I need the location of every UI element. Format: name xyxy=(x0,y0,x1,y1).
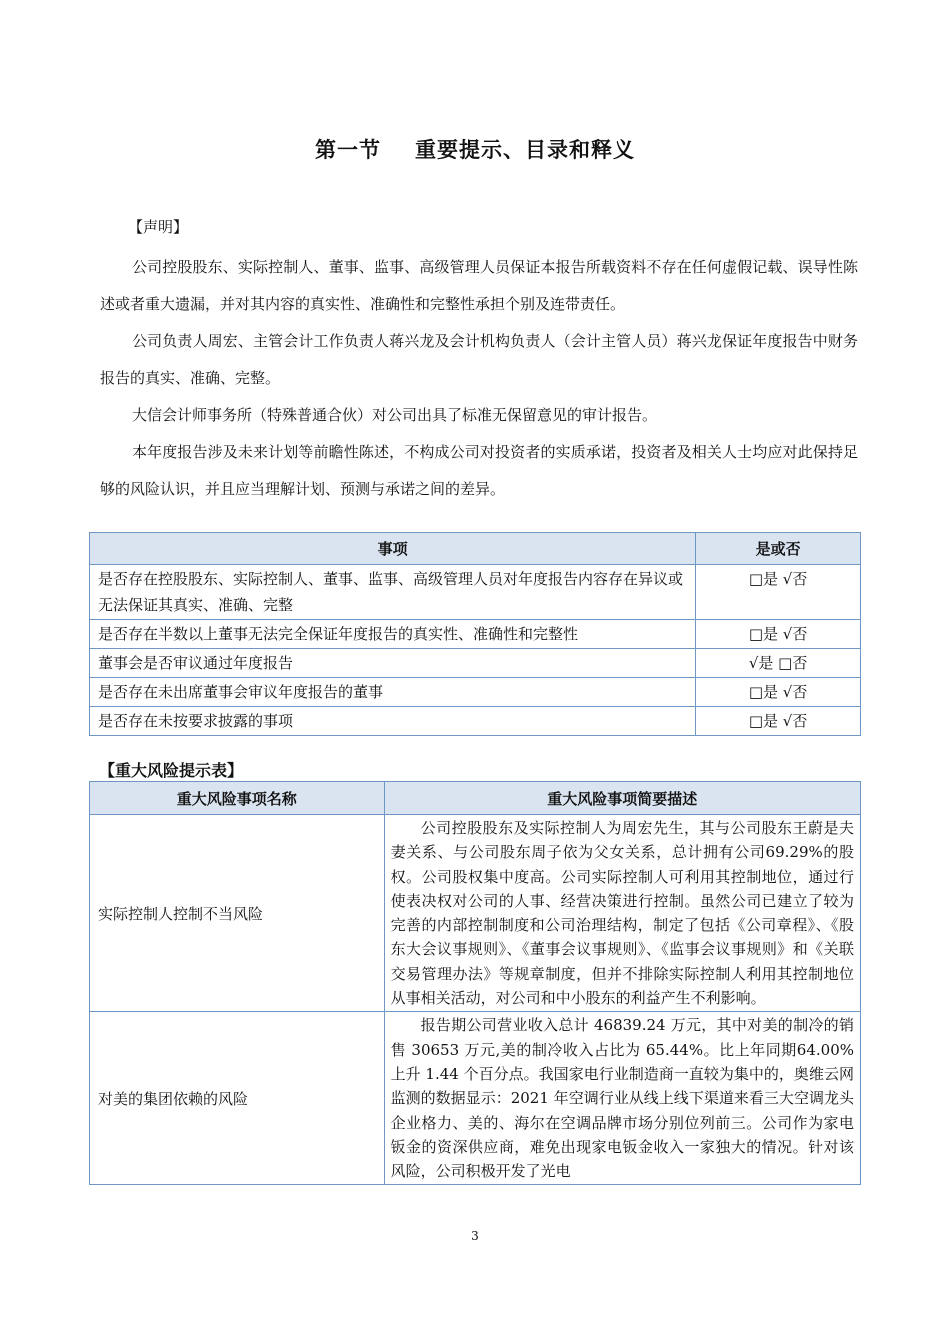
item-cell: 是否存在半数以上董事无法完全保证年度报告的真实性、准确性和完整性 xyxy=(90,620,696,649)
table-row xyxy=(90,815,861,1012)
declaration-paragraph: 本年度报告涉及未来计划等前瞻性陈述，不构成公司对投资者的实质承诺，投资者及相关人士均应对此保持足够的风险认识，并且应当理解计划、预测与承诺之间的差异。 xyxy=(100,443,858,498)
column-header-item: 事项 xyxy=(90,533,696,565)
confirmation-table xyxy=(89,532,861,736)
risk-name-cell: 实际控制人控制不当风险 xyxy=(90,815,385,1012)
answer-cell: √是 □否 xyxy=(696,649,861,678)
answer-cell: □是 √否 xyxy=(696,707,861,736)
answer-cell: □是 √否 xyxy=(696,678,861,707)
section-number: 第一节 xyxy=(315,138,381,162)
declaration-paragraph: 公司控股股东、实际控制人、董事、监事、高级管理人员保证本报告所载资料不存在任何虚假记载、误导性陈述或者重大遗漏，并对其内容的真实性、准确性和完整性承担个别及连带责任。 xyxy=(100,258,858,313)
table-row xyxy=(90,678,861,707)
item-cell: 董事会是否审议通过年度报告 xyxy=(90,649,696,678)
page-number: 3 xyxy=(471,1229,479,1243)
section-name: 重要提示、目录和释义 xyxy=(415,138,635,162)
risk-desc-cell: 报告期公司营业收入总计 46839.24 万元，其中对美的制冷的销售 30653 万元,美的制冷收入占比为 65.44%。比上年同期64.00%上升 1.44 个百分点。我国家电行业制造商一直较为集中的，奥维云网监测的数据显示：2021 年空调行业从线上线下渠道来看三大空调龙头企业格力、美的、海尔在空调品牌市场分别位列前三。公司作为家电钣金的资深供应商，难免出现家电钣金收入一家独大的情况。针对该风险，公司积极开发了光电 xyxy=(384,1012,860,1185)
table-row xyxy=(90,565,861,620)
answer-cell: □是 √否 xyxy=(696,620,861,649)
table-row xyxy=(90,649,861,678)
page-title xyxy=(0,134,950,164)
table-row xyxy=(90,620,861,649)
table-row xyxy=(90,1012,861,1185)
risk-table-title: 【重大风险提示表】 xyxy=(99,761,244,780)
table-header-row xyxy=(90,782,861,815)
declaration-paragraph: 大信会计师事务所（特殊普通合伙）对公司出具了标准无保留意见的审计报告。 xyxy=(132,406,658,424)
risk-name-cell: 对美的集团依赖的风险 xyxy=(90,1012,385,1185)
column-header-risk-desc: 重大风险事项简要描述 xyxy=(384,782,860,815)
item-cell: 是否存在未按要求披露的事项 xyxy=(90,707,696,736)
declaration-body xyxy=(100,249,858,508)
table-row xyxy=(90,707,861,736)
answer-cell: □是 √否 xyxy=(696,565,861,620)
column-header-answer: 是或否 xyxy=(696,533,861,565)
column-header-risk-name: 重大风险事项名称 xyxy=(90,782,385,815)
risk-desc-cell: 公司控股股东及实际控制人为周宏先生，其与公司股东王蔚是夫妻关系、与公司股东周子依为父女关系，总计拥有公司69.29%的股权。公司股权集中度高。公司实际控制人可利用其控制地位，通过行使表决权对公司的人事、经营决策进行控制。虽然公司已建立了较为完善的内部控制制度和公司治理结构，制定了包括《公司章程》、《股东大会议事规则》、《董事会议事规则》、《监事会议事规则》和《关联交易管理办法》等规章制度，但并不排除实际控制人利用其控制地位从事相关活动，对公司和中小股东的利益产生不利影响。 xyxy=(384,815,860,1012)
table-header-row xyxy=(90,533,861,565)
risk-table xyxy=(89,781,861,1185)
declaration-label: 【声明】 xyxy=(128,218,189,236)
item-cell: 是否存在控股股东、实际控制人、董事、监事、高级管理人员对年度报告内容存在异议或无法保证其真实、准确、完整 xyxy=(90,565,696,620)
declaration-paragraph: 公司负责人周宏、主管会计工作负责人蒋兴龙及会计机构负责人（会计主管人员）蒋兴龙保证年度报告中财务报告的真实、准确、完整。 xyxy=(100,332,858,387)
item-cell: 是否存在未出席董事会审议年度报告的董事 xyxy=(90,678,696,707)
